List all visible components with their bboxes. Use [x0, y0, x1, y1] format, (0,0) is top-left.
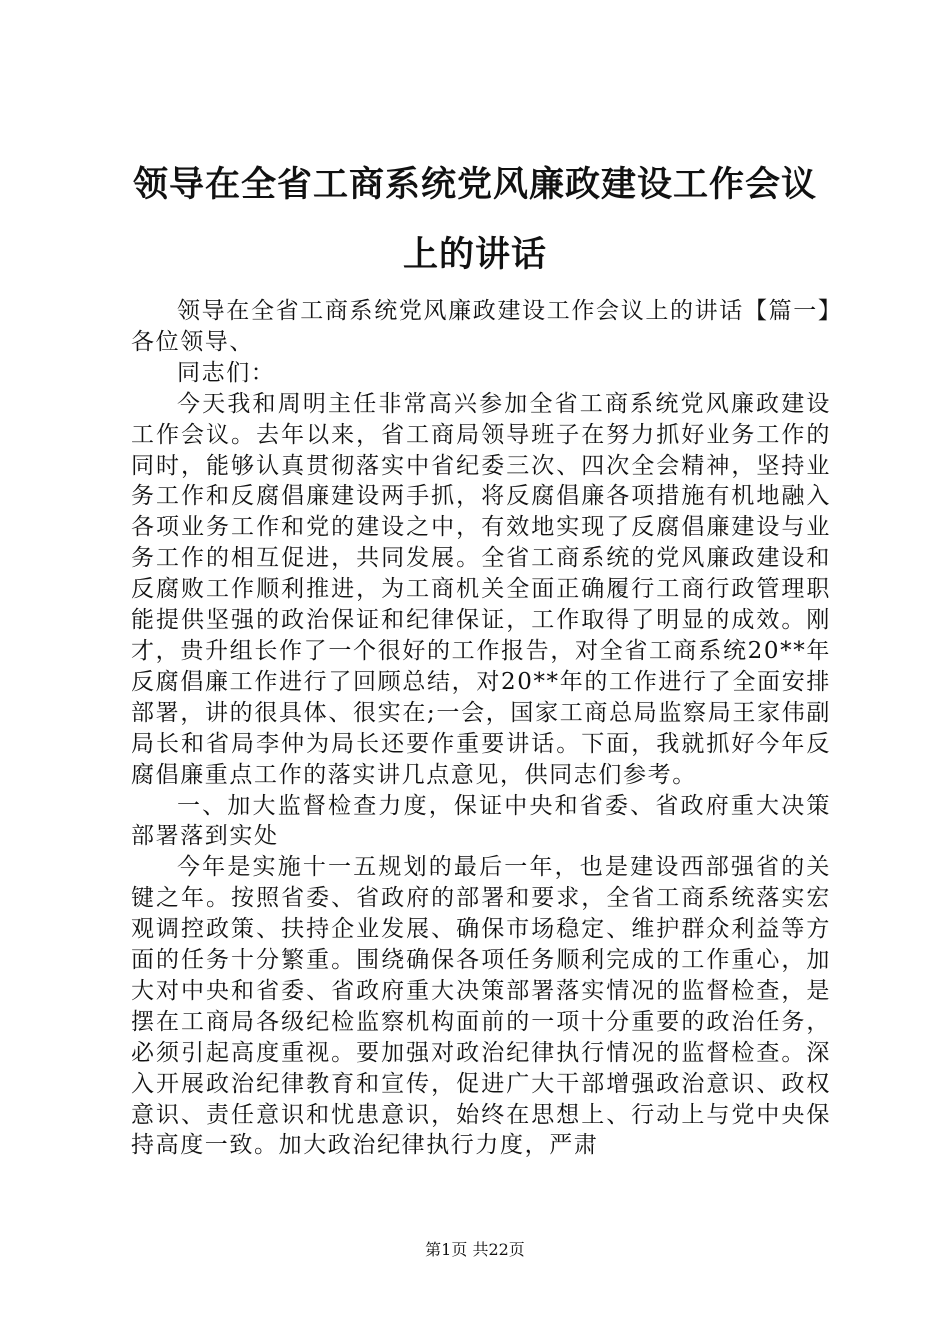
paragraph-opening: 今天我和周明主任非常高兴参加全省工商系统党风廉政建设工作会议。去年以来，省工商局领导班子在努力抓好业务工作的同时，能够认真贯彻落实中省纪委三次、四次全会精神，坚持业务工作和反腐倡廉建设两手抓，将反腐倡廉各项措施有机地融入各项业务工作和党的建设之中，有效地实现了反腐倡廉建设与业务工作的相互促进，共同发展。全省工商系统的党风廉政建设和反腐败工作顺利推进，为工商机关全面正确履行工商行政管理职能提供坚强的政治保证和纪律保证，工作取得了明显的成效。刚才，贵升组长作了一个很好的工作报告，对全省工商系统20**年反腐倡廉工作进行了回顾总结，对20**年的工作进行了全面安排部署，讲的很具体、很实在;一会，国家工商总局监察局王家伟副局长和省局李仲为局长还要作重要讲话。下面，我就抓好今年反腐倡廉重点工作的落实讲几点意见，供同志们参考。	[131, 390, 831, 788]
document-body	[131, 296, 831, 1161]
section-heading-1: 一、加大监督检查力度，保证中央和省委、省政府重大决策部署落到实处	[131, 792, 831, 850]
paragraph-heading-line: 领导在全省工商系统党风廉政建设工作会议上的讲话【篇一】各位领导、	[131, 298, 831, 355]
document-title: 领导在全省工商系统党风廉政建设工作会议上的讲话	[132, 164, 817, 275]
paragraph-salutation: 同志们：	[177, 359, 276, 386]
page-number-footer: 第1页 共22页	[425, 1240, 525, 1259]
paragraph-section-1: 今年是实施十一五规划的最后一年，也是建设西部强省的关键之年。按照省委、省政府的部署和要求，全省工商系统落实宏观调控政策、扶持企业发展、确保市场稳定、维护群众利益等方面的任务十分繁重。围绕确保各项任务顺利完成的工作重心，加大对中央和省委、省政府重大决策部署落实情况的监督检查，是摆在工商局各级纪检监察机构面前的一项十分重要的政治任务，必须引起高度重视。要加强对政治纪律执行情况的监督检查。深入开展政治纪律教育和宣传，促进广大干部增强政治意识、政权意识、责任意识和忧患意识，始终在思想上、行动上与党中央保持高度一致。加大政治纪律执行力度，严肃	[131, 854, 831, 1159]
